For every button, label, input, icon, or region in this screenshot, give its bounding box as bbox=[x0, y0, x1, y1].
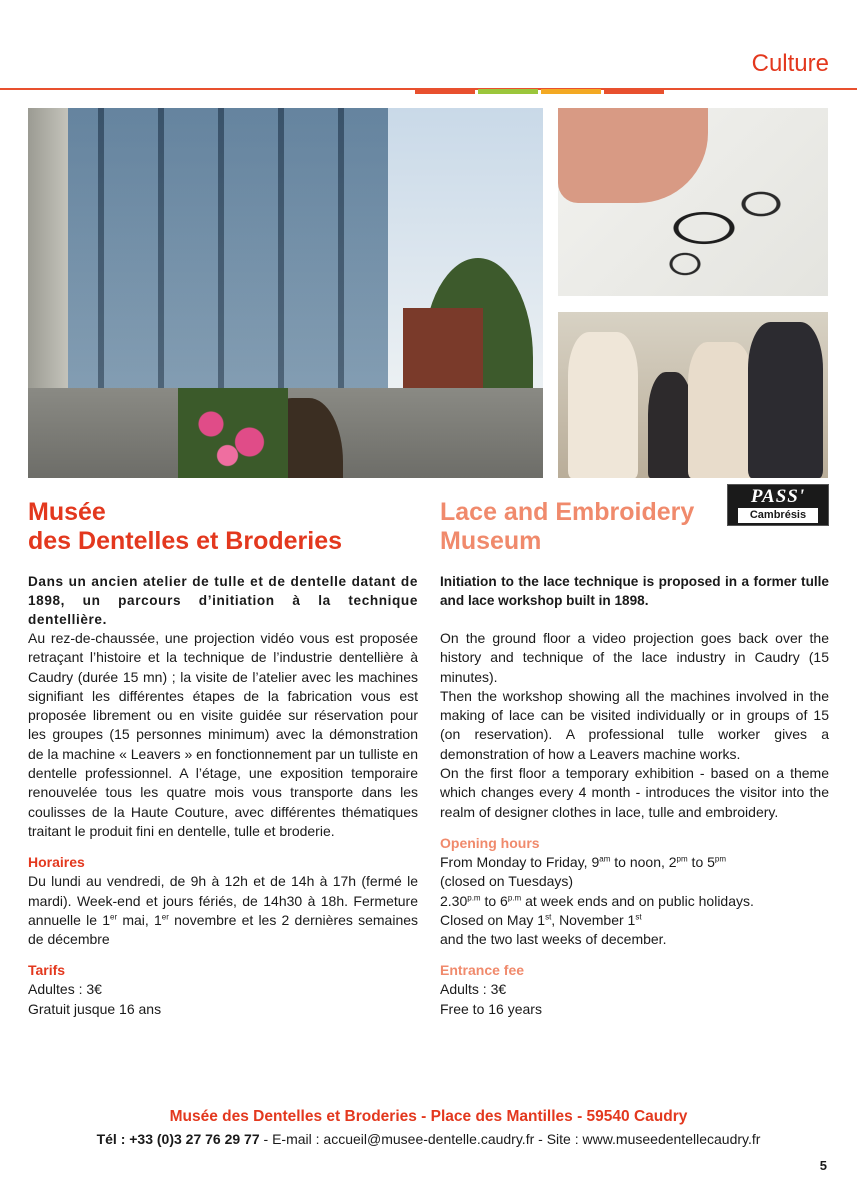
en-hours-line2: (closed on Tuesdays) bbox=[440, 873, 574, 890]
footer-contact bbox=[0, 1131, 857, 1147]
en-hours-line5: and the two last weeks of december. bbox=[440, 931, 667, 948]
color-bar-2 bbox=[478, 89, 538, 94]
en-hours-line4: Closed on May 1st, November 1st bbox=[440, 911, 642, 928]
logo-bottom-text: Cambrésis bbox=[738, 508, 818, 523]
footer-email-site: - E-mail : accueil@musee-dentelle.caudry.fr - Site : www.museedentellecaudry.fr bbox=[259, 1131, 761, 1147]
en-fees-title: Entrance fee bbox=[440, 962, 525, 979]
museum-exterior-photo bbox=[28, 108, 543, 478]
lace-dresses-photo bbox=[558, 312, 828, 478]
footer-phone: Tél : +33 (0)3 27 76 29 77 bbox=[96, 1131, 260, 1147]
en-title bbox=[440, 498, 829, 556]
footer-address: Musée des Dentelles et Broderies - Place des Mantilles - 59540 Caudry bbox=[169, 1108, 688, 1125]
fr-hours-text: Du lundi au vendredi, de 9h à 12h et de 14h à 17h (fermé le mardi). Week-end et jours fériés, de 14h30 à 18h. Fermeture annuelle le 1er mai, 1er novembre et les 2 dernières semaines de décembre bbox=[28, 873, 419, 948]
en-fees-free: Free to 16 years bbox=[440, 1000, 542, 1017]
color-bar-3 bbox=[541, 89, 601, 94]
logo-top-text: PASS' bbox=[750, 486, 806, 507]
english-column bbox=[440, 498, 829, 1019]
en-paragraph-3: On the first floor a temporary exhibition - based on a theme which changes every 4 month - introduces the visitor into the realm of designer clothes in lace, tulle and embroidery. bbox=[440, 765, 829, 820]
fr-title-line1: Musée bbox=[28, 498, 106, 526]
en-hours-line1: From Monday to Friday, $9^{am}$ to noon, $2^{pm}$ to $5^{pm}$ bbox=[440, 853, 727, 870]
section-title: Culture bbox=[751, 50, 829, 77]
en-paragraph-2: Then the workshop showing all the machines involved in the making of lace can be visited individually or in groups of 15 (on reservation). A professional tulle worker gives a demonstration of how a Leavers machine works. bbox=[440, 687, 829, 762]
en-fees-adults: Adults : 3€ bbox=[440, 981, 507, 998]
en-paragraph-1: On the ground floor a video projection goes back over the history and technique of the lace industry in Caudry (15 minutes). bbox=[440, 630, 829, 685]
lace-drawing-photo bbox=[558, 108, 828, 296]
fr-hours-title: Horaires bbox=[28, 854, 85, 871]
color-bar-1 bbox=[415, 89, 475, 94]
color-bar-4 bbox=[604, 89, 664, 94]
en-lead: Initiation to the lace technique is proposed in a former tulle and lace workshop built in 1898. bbox=[440, 574, 829, 608]
fr-lead: Dans un ancien atelier de tulle et de dentelle datant de 1898, un parcours d’initiation à la technique dentellière. bbox=[28, 574, 418, 627]
page-number: 5 bbox=[819, 1158, 827, 1173]
en-title-line1: Lace and Embroidery bbox=[440, 498, 695, 526]
fr-fees-free: Gratuit jusque 16 ans bbox=[28, 1000, 162, 1017]
en-hours-title: Opening hours bbox=[440, 834, 540, 851]
fr-body: Au rez-de-chaussée, une projection vidéo vous est proposée retraçant l’histoire et la technique de l’industrie dentellière à Caudry (durée 15 mn) ; la visite de l’atelier avec les machines signifiant les différentes étapes de la fabrication vous est proposée librement ou en visite guidée sur réservation pour les groupes (15 personnes minimum) avec la démonstration de la machine « Leavers » en fonctionnement par un tulliste en dentelle professionnel. A l’étage, une exposition temporaire renouvelée tous les quatre mois vous transporte dans les coulisses de la Haute Couture, avec différentes thématiques traitant le produit fini en dentelle, tulle et broderie. bbox=[28, 630, 418, 839]
en-hours-line3: $2.30^{p.m}$ to $6^{p.m}$ at week ends and on public holidays. bbox=[440, 892, 754, 909]
fr-fees-title: Tarifs bbox=[28, 962, 66, 979]
french-column bbox=[28, 498, 418, 1019]
en-title-line2: Museum bbox=[440, 527, 542, 555]
fr-title-line2: des Dentelles et Broderies bbox=[28, 527, 343, 555]
fr-title bbox=[28, 498, 418, 556]
fr-fees-adults: Adultes : 3€ bbox=[28, 981, 102, 998]
header-color-bars bbox=[415, 89, 667, 94]
